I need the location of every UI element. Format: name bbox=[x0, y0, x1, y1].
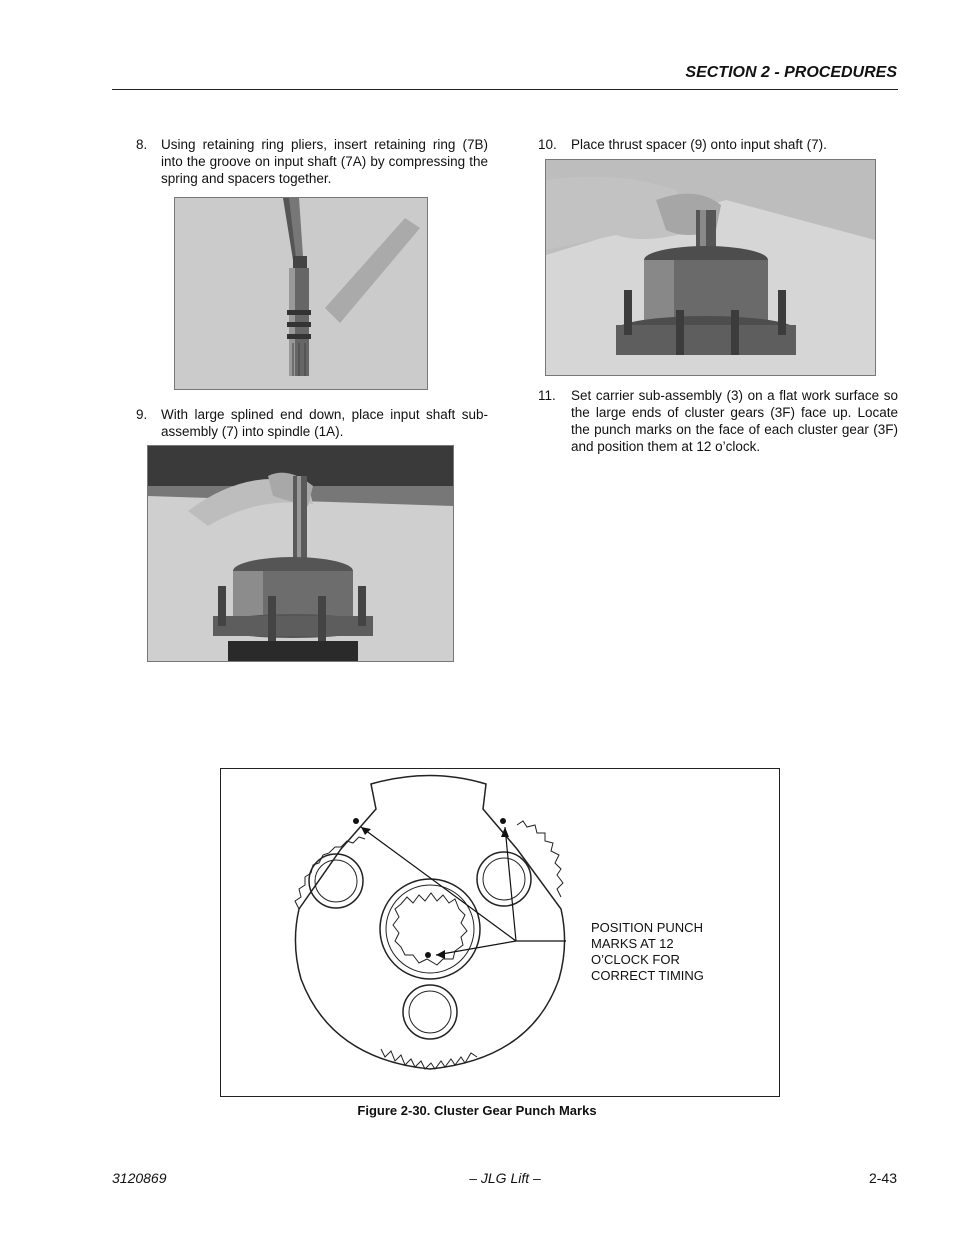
step-number: 10. bbox=[538, 137, 557, 152]
step-text: Using retaining ring pliers, insert retaining ring (7B) into the groove on input shaft (7A) by compressing the spring and spacers together. bbox=[161, 137, 488, 186]
footer-page-number: 2-43 bbox=[868, 1170, 897, 1186]
photo-thrust-spacer bbox=[545, 159, 876, 376]
punch-mark-top-left bbox=[353, 818, 359, 824]
footer-brand: – JLG Lift – bbox=[469, 1170, 541, 1186]
header-rule bbox=[112, 89, 898, 90]
punch-mark-callout bbox=[591, 920, 704, 984]
step-text: With large splined end down, place input shaft sub-assembly (7) into spindle (1A). bbox=[161, 407, 488, 439]
figure-caption: Figure 2-30. Cluster Gear Punch Marks bbox=[357, 1103, 597, 1118]
figure-cluster-gear-punch-marks bbox=[220, 768, 780, 1097]
step-number: 9. bbox=[136, 407, 148, 422]
step-number: 8. bbox=[136, 137, 148, 152]
step-10 bbox=[538, 136, 898, 154]
step-number: 11. bbox=[538, 388, 556, 403]
carrier-outline bbox=[295, 776, 564, 1070]
step-text: Set carrier sub-assembly (3) on a flat work surface so the large ends of cluster gears (3F) face up. Locate the punch marks on the face of each cluster gear (3F) and position them at 12 o’clock. bbox=[571, 388, 898, 454]
punch-mark-center bbox=[425, 952, 431, 958]
punch-mark-top-right bbox=[500, 818, 506, 824]
callout-line: MARKS AT 12 bbox=[591, 936, 674, 951]
callout-line: POSITION PUNCH bbox=[591, 920, 703, 935]
callout-line: O’CLOCK FOR bbox=[591, 952, 680, 967]
photo-input-shaft-spindle bbox=[147, 445, 454, 662]
step-8 bbox=[136, 136, 488, 188]
step-9 bbox=[136, 406, 488, 442]
footer-doc-number: 3120869 bbox=[112, 1170, 167, 1186]
section-title: SECTION 2 - PROCEDURES bbox=[685, 64, 897, 81]
step-text: Place thrust spacer (9) onto input shaft (7). bbox=[571, 137, 827, 152]
photo-retaining-ring bbox=[174, 197, 428, 390]
step-11 bbox=[538, 387, 898, 457]
callout-line: CORRECT TIMING bbox=[591, 968, 704, 983]
